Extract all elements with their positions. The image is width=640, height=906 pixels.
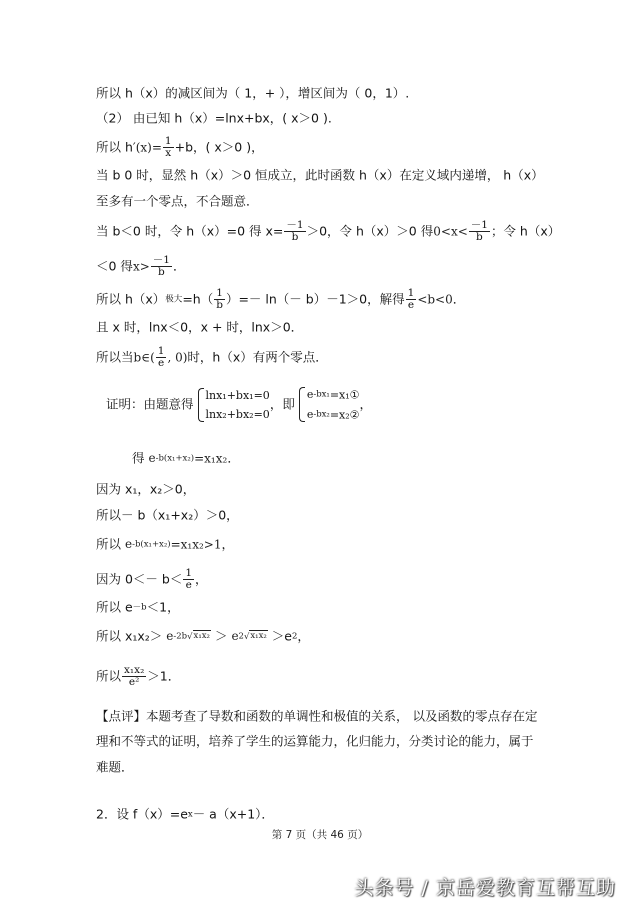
text-line: ＜0 得x> $\frac{-1}{b}$ ．: [96, 254, 186, 278]
fraction: $\frac{-1}{b}$: [152, 254, 170, 278]
comment-line: 【点评】本题考查了导数和函数的单调性和极值的关系， 以及函数的零点存在定: [96, 708, 538, 724]
text-line: 所以 x₁x₂＞ e-2b√x₁x₂ ＞ e2√x₁x₂ ＞e2，: [96, 628, 310, 644]
watermark: 头条号 / 京岳爱教育互帮互助: [354, 877, 616, 899]
text-line: 所以 h（x）的减区间为（ 1，+ ），增区间为（ 0，1）.: [96, 85, 410, 101]
text-line: 当 b 0 时，显然 h（x）＞0 恒成立，此时函数 h（x）在定义域内递增， h（x）: [96, 167, 544, 183]
text-line: 因为 0＜－ b＜ $\frac{1}{e}$ ，: [96, 567, 208, 591]
fraction: $\frac{-1}{b}$: [286, 219, 304, 243]
text-line: 因为 x₁，x₂＞0，: [96, 481, 196, 497]
text-line: 得 e-b(x₁+x₂)=x₁x₂．: [132, 450, 240, 466]
fraction: $\frac{1}{e}$: [185, 567, 193, 591]
page-footer: 第 7 页（共 46 页）: [271, 829, 369, 841]
text-line: （2） 由已知 h（x）=lnx+bx，( x＞0 ).: [96, 110, 332, 126]
text-line: 所以 e-b(x₁+x₂)=x₁x₂>1，: [96, 536, 235, 552]
fraction: $\frac{1}{x}$: [164, 135, 172, 159]
fraction: $\frac{1}{e}$: [157, 345, 165, 369]
text-line: 所以 h（x）极大=h（ $\frac{1}{b}$ ）=－ ln（－ b）－1＞0，解得 $\frac{1}{e}$ <b<0．: [96, 287, 466, 311]
text-line: 证明：由题意得 lnx₁+bx₁=0 lnx₂+bx₂=0 ，即 e-bx₁=x₁① e-bx₂=x₂② ，: [106, 385, 372, 424]
text-line: 所以－ b（x₁+x₂）＞0，: [96, 507, 239, 523]
text-line: 当 b＜0 时，令 h（x）=0 得 x= $\frac{-1}{b}$ ＞0，令 h（x）＞0 得0<x< $\frac{-1}{b}$ ；令 h（x）: [96, 219, 561, 243]
text-line: 至多有一个零点，不合题意．: [96, 193, 259, 209]
fraction: $\frac{1}{b}$: [216, 287, 223, 311]
text-line: 且 x 时，lnx＜0，x + 时，lnx＞0．: [96, 319, 304, 335]
fraction: $\frac{1}{e}$: [407, 287, 415, 311]
comment-line: 理和不等式的证明，培养了学生的运算能力，化归能力，分类讨论的能力，属于: [96, 733, 534, 749]
text-line: 所以 h′(x)= $\frac{1}{x}$ +b，( x＞0 )，: [96, 135, 264, 159]
fraction: $\frac{\text{x₁x₂}}{\text{e²}}$: [124, 664, 145, 688]
comment-line: 难题．: [96, 759, 134, 775]
text-line: 所以当b∈( $\frac{1}{e}$ , 0)时，h（x）有两个零点．: [96, 345, 328, 369]
text-line: 所以 e－b＜1，: [96, 599, 180, 615]
equation-system: e-bx₁=x₁① e-bx₂=x₂②: [299, 385, 360, 424]
fraction: $\frac{-1}{b}$: [470, 219, 488, 243]
equation-system: lnx₁+bx₁=0 lnx₂+bx₂=0: [198, 386, 270, 424]
text-line: 所以 $\frac{\text{x₁x₂}}{\text{e²}}$ ＞1．: [96, 664, 181, 688]
question-line: 2．设 f（x）=ex－ a（x+1）．: [96, 806, 274, 822]
